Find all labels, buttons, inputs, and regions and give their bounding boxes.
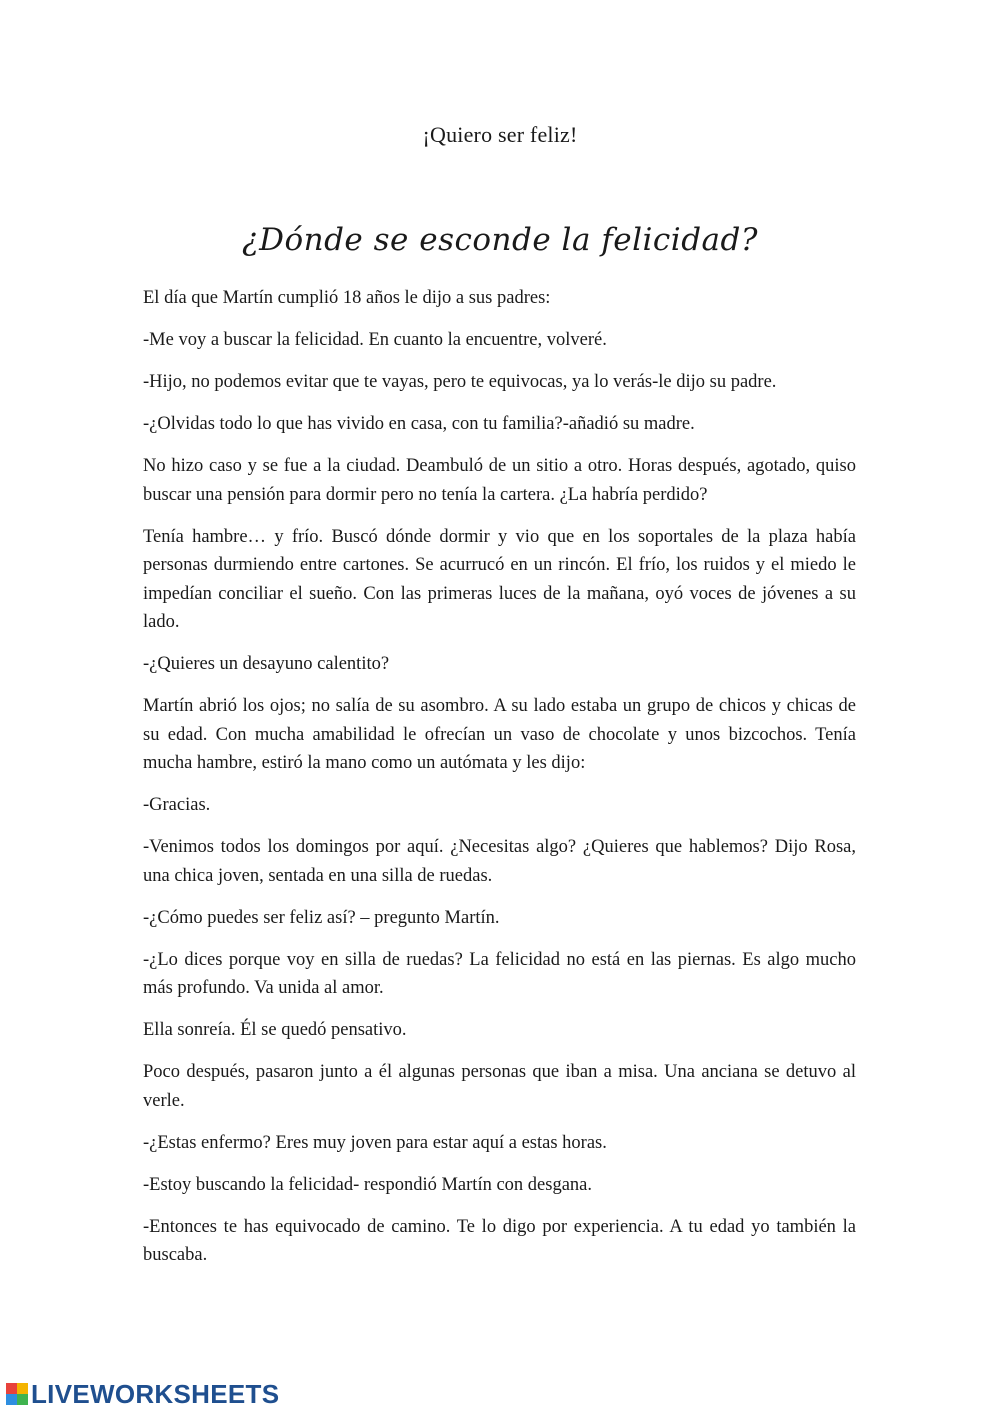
- story-paragraph: Ella sonreía. Él se quedó pensativo.: [143, 1020, 407, 1040]
- story-paragraph: -Hijo, no podemos evitar que te vayas, pero te equivocas, ya lo verás-le dijo su padre.: [143, 372, 777, 392]
- story-title: ¿Dónde se esconde la felicidad?: [241, 222, 758, 258]
- story-paragraph: -Gracias.: [143, 795, 211, 815]
- story-paragraph: -¿Quieres un desayuno calentito?: [143, 654, 390, 674]
- story-paragraph: -¿Cómo puedes ser feliz así? – pregunto Martín.: [143, 907, 500, 928]
- story-paragraph: -¿Lo dices porque voy en silla de ruedas? La felicidad no está en las piernas. Es algo mucho más profundo. Va unida al amor.: [143, 949, 856, 998]
- page-title: ¡Quiero ser feliz!: [422, 122, 578, 147]
- logo-text: LIVEWORKSHEETS: [31, 1378, 280, 1409]
- story-paragraph: El día que Martín cumplió 18 años le dijo a sus padres:: [143, 288, 551, 308]
- story-paragraph: Poco después, pasaron junto a él algunas personas que iban a misa. Una anciana se detuvo al verle.: [143, 1062, 856, 1111]
- story-paragraph: -¿Estas enfermo? Eres muy joven para estar aquí a estas horas.: [143, 1132, 607, 1153]
- liveworksheets-logo[interactable]: [6, 1379, 279, 1409]
- story-paragraph: No hizo caso y se fue a la ciudad. Deambuló de un sitio a otro. Horas después, agotado, quiso buscar una pensión para dormir pero no tenía la cartera. ¿La habría perdido?: [143, 456, 856, 505]
- story-paragraph: -Venimos todos los domingos por aquí. ¿Necesitas algo? ¿Quieres que hablemos? Dijo Rosa, una chica joven, sentada en una silla de ruedas.: [143, 837, 856, 886]
- story-body: [143, 284, 856, 1283]
- story-paragraph: -Me voy a buscar la felicidad. En cuanto la encuentre, volveré.: [143, 330, 607, 350]
- liveworksheets-logo-icon: [6, 1383, 28, 1405]
- story-paragraph: -¿Olvidas todo lo que has vivido en casa, con tu familia?-añadió su madre.: [143, 414, 695, 434]
- story-paragraph: Tenía hambre… y frío. Buscó dónde dormir y vio que en los soportales de la plaza había personas durmiendo entre cartones. Se acurrucó en un rincón. El frío, los ruidos y el miedo le impedían conciliar el sueño. Con las primeras luces de la mañana, oyó voces de jóvenes a su lado.: [143, 526, 856, 632]
- story-paragraph: Martín abrió los ojos; no salía de su asombro. A su lado estaba un grupo de chicos y chicas de su edad. Con mucha amabilidad le ofrecían un vaso de chocolate y unos bizcochos. Tenía mucha hambre, estiró la mano como un autómata y les dijo:: [143, 696, 856, 773]
- story-paragraph: -Estoy buscando la felicidad- respondió Martín con desgana.: [143, 1174, 593, 1195]
- story-paragraph: -Entonces te has equivocado de camino. Te lo digo por experiencia. A tu edad yo también la buscaba.: [143, 1216, 856, 1265]
